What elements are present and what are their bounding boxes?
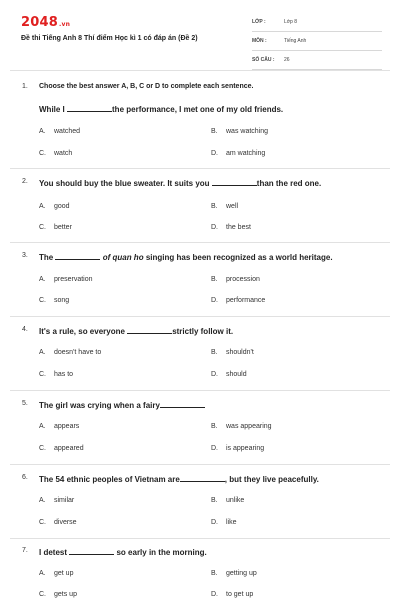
question-divider [10,316,390,317]
option-text: procession [226,276,260,283]
question-text-before: I detest [39,548,68,557]
option-b[interactable] [211,349,254,356]
meta-value-class: Lớp 8 [284,19,298,25]
question-number: 4. [22,326,28,333]
question-text-after: singing has been recognized as a world heritage. [145,253,333,262]
option-letter: D. [211,150,218,157]
answer-blank [67,104,112,112]
option-text: was watching [226,128,269,135]
option-c[interactable] [39,224,72,231]
option-a[interactable] [39,203,70,210]
option-text: well [226,203,239,210]
question-text-after: strictly follow it. [172,327,234,336]
option-c[interactable] [39,297,69,304]
meta-row-subject [252,35,382,51]
meta-label-subject: MÔN : [252,38,267,44]
option-letter: A. [39,276,46,283]
option-text: diverse [54,519,77,526]
option-text: watched [54,128,81,135]
meta-value-subject: Tiếng Anh [284,38,307,44]
question-text-before: It's a rule, so everyone [39,327,125,336]
option-b[interactable] [211,497,244,504]
question-text [39,178,321,188]
option-text: get up [54,570,74,577]
option-letter: B. [211,423,218,430]
option-letter: C. [39,591,46,598]
meta-value-count: 26 [284,57,290,63]
option-letter: C. [39,371,46,378]
option-letter: D. [211,297,218,304]
option-text: like [226,519,237,526]
option-d[interactable] [211,371,247,378]
page-header [0,0,400,70]
option-letter: B. [211,128,218,135]
question-divider [10,242,390,243]
option-text: getting up [226,570,257,577]
answer-blank [127,326,172,334]
option-letter: B. [211,349,218,356]
option-d[interactable] [211,445,264,452]
exam-meta [252,16,382,73]
option-d[interactable] [211,519,237,526]
question-text-before: The [39,253,54,262]
option-text: unlike [226,497,245,504]
option-a[interactable] [39,497,74,504]
option-text: should [226,371,247,378]
option-text: preservation [54,276,93,283]
option-letter: B. [211,276,218,283]
option-text: shouldn't [226,349,254,356]
question-text-before: You should buy the blue sweater. It suits you [39,179,210,188]
option-a[interactable] [39,423,79,430]
question-text [39,252,333,262]
option-letter: C. [39,224,46,231]
option-letter: C. [39,150,46,157]
question-number: 3. [22,252,28,259]
option-c[interactable] [39,591,77,598]
question-divider [10,168,390,169]
logo-text: 2048 [21,15,58,30]
option-text: appeared [54,445,84,452]
option-b[interactable] [211,276,260,283]
option-b[interactable] [211,128,268,135]
meta-label-class: LỚP : [252,19,266,25]
option-letter: D. [211,445,218,452]
question-text-italic: of quan ho [102,253,144,262]
answer-blank [55,252,100,260]
meta-label-count: SỐ CÂU : [252,57,275,63]
question-text-after: , but they live peacefully. [224,475,319,484]
question-number: 5. [22,400,28,407]
question-instruction: Choose the best answer A, B, C or D to complete each sentence. [39,83,254,90]
question-text-after: than the red one. [256,179,322,188]
option-letter: B. [211,570,218,577]
option-d[interactable] [211,297,265,304]
answer-blank [212,178,257,186]
question-divider [10,464,390,465]
meta-row-count [252,54,382,70]
option-c[interactable] [39,445,84,452]
question-text-before: The 54 ethnic peoples of Vietnam are [39,475,180,484]
option-letter: A. [39,497,46,504]
question-text-after: so early in the morning. [116,548,207,557]
option-letter: A. [39,349,46,356]
option-d[interactable] [211,150,265,157]
option-a[interactable] [39,349,101,356]
logo-suffix: .vn [58,21,71,28]
option-text: song [54,297,70,304]
option-letter: C. [39,297,46,304]
question-text [39,474,319,484]
option-text: doesn't have to [54,349,102,356]
option-c[interactable] [39,371,73,378]
question-text-before: While I [39,105,65,114]
option-text: am watching [226,150,266,157]
exam-title: Đề thi Tiếng Anh 8 Thí điểm Học kì 1 có đáp án (Đề 2) [21,35,198,42]
question-text [39,326,233,336]
answer-blank [180,474,225,482]
option-text: to get up [226,591,254,598]
header-divider [10,70,390,71]
option-text: is appearing [226,445,265,452]
question-number: 7. [22,547,28,554]
question-text [39,400,205,410]
option-b[interactable] [211,570,257,577]
option-d[interactable] [211,591,253,598]
question-divider [10,390,390,391]
option-letter: B. [211,497,218,504]
option-letter: D. [211,371,218,378]
site-logo[interactable] [21,15,70,30]
option-text: good [54,203,70,210]
option-letter: C. [39,519,46,526]
option-text: performance [226,297,266,304]
option-letter: D. [211,224,218,231]
option-a[interactable] [39,570,73,577]
option-letter: D. [211,591,218,598]
question-text [39,104,283,114]
option-a[interactable] [39,276,93,283]
question-number: 6. [22,474,28,481]
question-text-after: the performance, I met one of my old friends. [112,105,284,114]
answer-blank [160,400,205,408]
option-text: was appearing [226,423,272,430]
option-letter: A. [39,203,46,210]
option-letter: B. [211,203,218,210]
option-a[interactable] [39,128,80,135]
question-text-before: The girl was crying when a fairy [39,401,160,410]
answer-blank [69,547,114,555]
option-letter: D. [211,519,218,526]
question-number: 2. [22,178,28,185]
option-text: has to [54,371,74,378]
option-text: watch [54,150,73,157]
option-letter: C. [39,445,46,452]
option-b[interactable] [211,203,238,210]
option-letter: A. [39,423,46,430]
option-c[interactable] [39,150,72,157]
option-text: similar [54,497,75,504]
option-letter: A. [39,128,46,135]
option-b[interactable] [211,423,272,430]
option-d[interactable] [211,224,251,231]
option-text: better [54,224,72,231]
question-number: 1. [22,83,28,90]
option-text: the best [226,224,251,231]
question-text [39,547,207,557]
meta-row-class [252,16,382,32]
option-text: appears [54,423,80,430]
option-text: gets up [54,591,77,598]
question-divider [10,538,390,539]
option-letter: A. [39,570,46,577]
option-c[interactable] [39,519,77,526]
